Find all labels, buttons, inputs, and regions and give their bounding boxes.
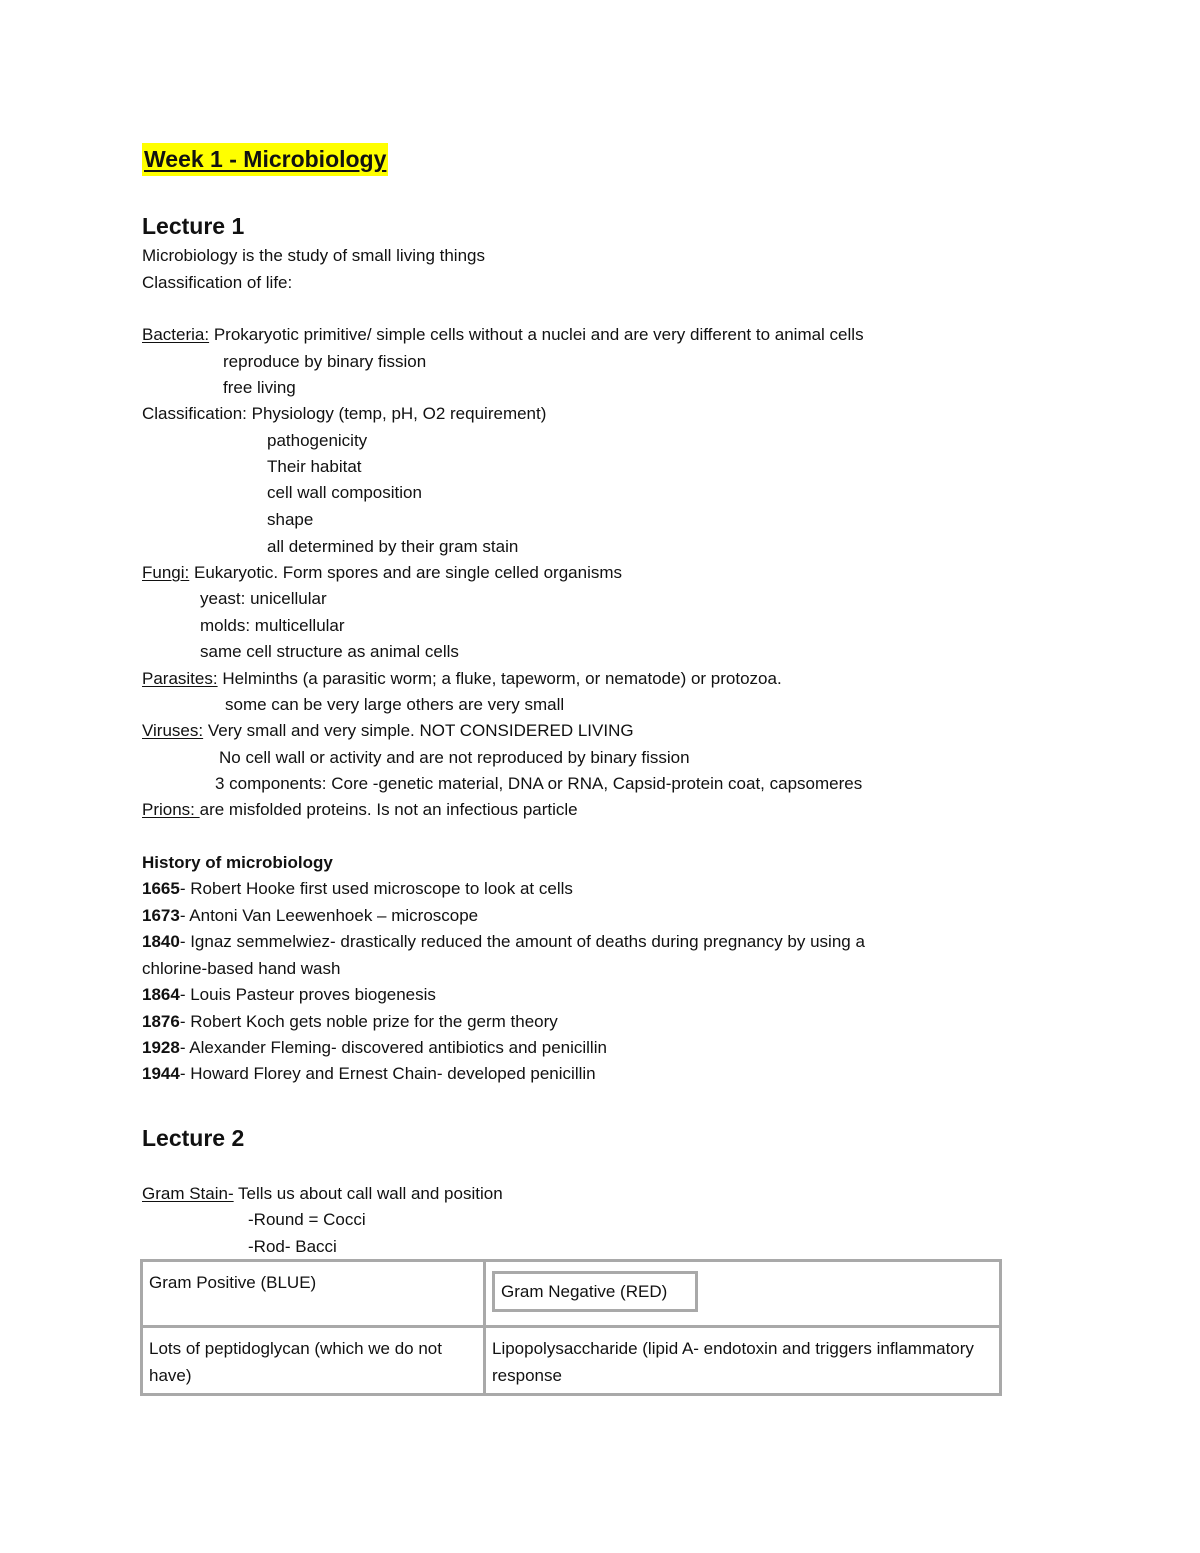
lecture-1-heading: Lecture 1 bbox=[142, 213, 245, 239]
parasites-text: Helminths (a parasitic worm; a fluke, tapeworm, or nematode) or protozoa. bbox=[222, 669, 782, 688]
gram-stain-text: Tells us about call wall and position bbox=[233, 1184, 503, 1203]
history-entry: 1944- Howard Florey and Ernest Chain- developed penicillin bbox=[142, 1064, 596, 1083]
lecture-2-heading: Lecture 2 bbox=[142, 1125, 245, 1151]
history-entry: 1665- Robert Hooke first used microscope to look at cells bbox=[142, 879, 573, 898]
prions-line bbox=[142, 799, 578, 821]
prions-label: Prions: bbox=[142, 800, 200, 819]
gram-negative-box: Gram Negative (RED) bbox=[492, 1271, 698, 1312]
fungi-label: Fungi: bbox=[142, 563, 190, 582]
classification-label: Classification: bbox=[142, 404, 247, 423]
page-title: Week 1 - Microbiology bbox=[142, 143, 388, 176]
bacteria-line bbox=[142, 324, 864, 346]
table-cell: Lots of peptidoglycan (which we do not have) bbox=[142, 1327, 485, 1395]
fungi-text: Eukaryotic. Form spores and are single celled organisms bbox=[193, 563, 623, 582]
history-heading: History of microbiology bbox=[142, 853, 333, 872]
bacteria-text: Prokaryotic primitive/ simple cells without a nuclei and are very different to animal cells bbox=[213, 325, 864, 344]
classification-item: pathogenicity bbox=[267, 431, 368, 450]
table-row bbox=[142, 1327, 1001, 1395]
history-entry: 1673- Antoni Van Leewenhoek – microscope bbox=[142, 906, 479, 925]
viruses-line-2: No cell wall or activity and are not reproduced by binary fission bbox=[219, 748, 690, 767]
viruses-text: Very small and very simple. NOT CONSIDERED LIVING bbox=[207, 721, 634, 740]
intro-line: Microbiology is the study of small living things bbox=[142, 246, 485, 265]
history-entry: 1928- Alexander Fleming- discovered antibiotics and penicillin bbox=[142, 1038, 607, 1057]
fungi-line bbox=[142, 562, 622, 584]
fungi-line-3: molds: multicellular bbox=[200, 616, 345, 635]
history-entry: 1864- Louis Pasteur proves biogenesis bbox=[142, 985, 436, 1004]
viruses-line-3: 3 components: Core -genetic material, DNA or RNA, Capsid-protein coat, capsomeres bbox=[215, 774, 863, 793]
parasites-label: Parasites: bbox=[142, 669, 218, 688]
table-header-row bbox=[142, 1261, 1001, 1327]
parasites-line bbox=[142, 668, 782, 690]
history-entry: 1840- Ignaz semmelwiez- drastically reduced the amount of deaths during pregnancy by using a bbox=[142, 932, 865, 951]
gram-stain-line-3: -Rod- Bacci bbox=[248, 1237, 337, 1256]
classification-item: cell wall composition bbox=[267, 483, 422, 502]
history-entry: chlorine-based hand wash bbox=[142, 959, 341, 978]
parasites-line-2: some can be very large others are very small bbox=[225, 695, 565, 714]
classification-item: all determined by their gram stain bbox=[267, 537, 519, 556]
table-header-cell: Gram Positive (BLUE) bbox=[142, 1261, 485, 1327]
fungi-line-2: yeast: unicellular bbox=[200, 589, 327, 608]
viruses-line bbox=[142, 720, 634, 742]
bacteria-label: Bacteria: bbox=[142, 325, 210, 344]
gram-stain-label: Gram Stain- bbox=[142, 1184, 234, 1203]
classification-item: Physiology (temp, pH, O2 requirement) bbox=[251, 404, 547, 423]
fungi-line-4: same cell structure as animal cells bbox=[200, 642, 459, 661]
bacteria-line-3: free living bbox=[223, 378, 296, 397]
bacteria-line-2: reproduce by binary fission bbox=[223, 352, 427, 371]
table-cell: Lipopolysaccharide (lipid A- endotoxin and triggers inflammatory response bbox=[485, 1327, 1001, 1395]
gram-stain-line-2: -Round = Cocci bbox=[248, 1210, 366, 1229]
classification-line bbox=[142, 403, 546, 425]
history-entry: 1876- Robert Koch gets noble prize for the germ theory bbox=[142, 1012, 558, 1031]
gram-stain-line bbox=[142, 1183, 503, 1205]
viruses-label: Viruses: bbox=[142, 721, 204, 740]
gram-stain-table bbox=[140, 1259, 1002, 1396]
classification-of-life-line: Classification of life: bbox=[142, 273, 293, 292]
prions-text: are misfolded proteins. Is not an infectious particle bbox=[199, 800, 578, 819]
classification-item: Their habitat bbox=[267, 457, 362, 476]
classification-item: shape bbox=[267, 510, 314, 529]
table-header-cell bbox=[485, 1261, 1001, 1327]
